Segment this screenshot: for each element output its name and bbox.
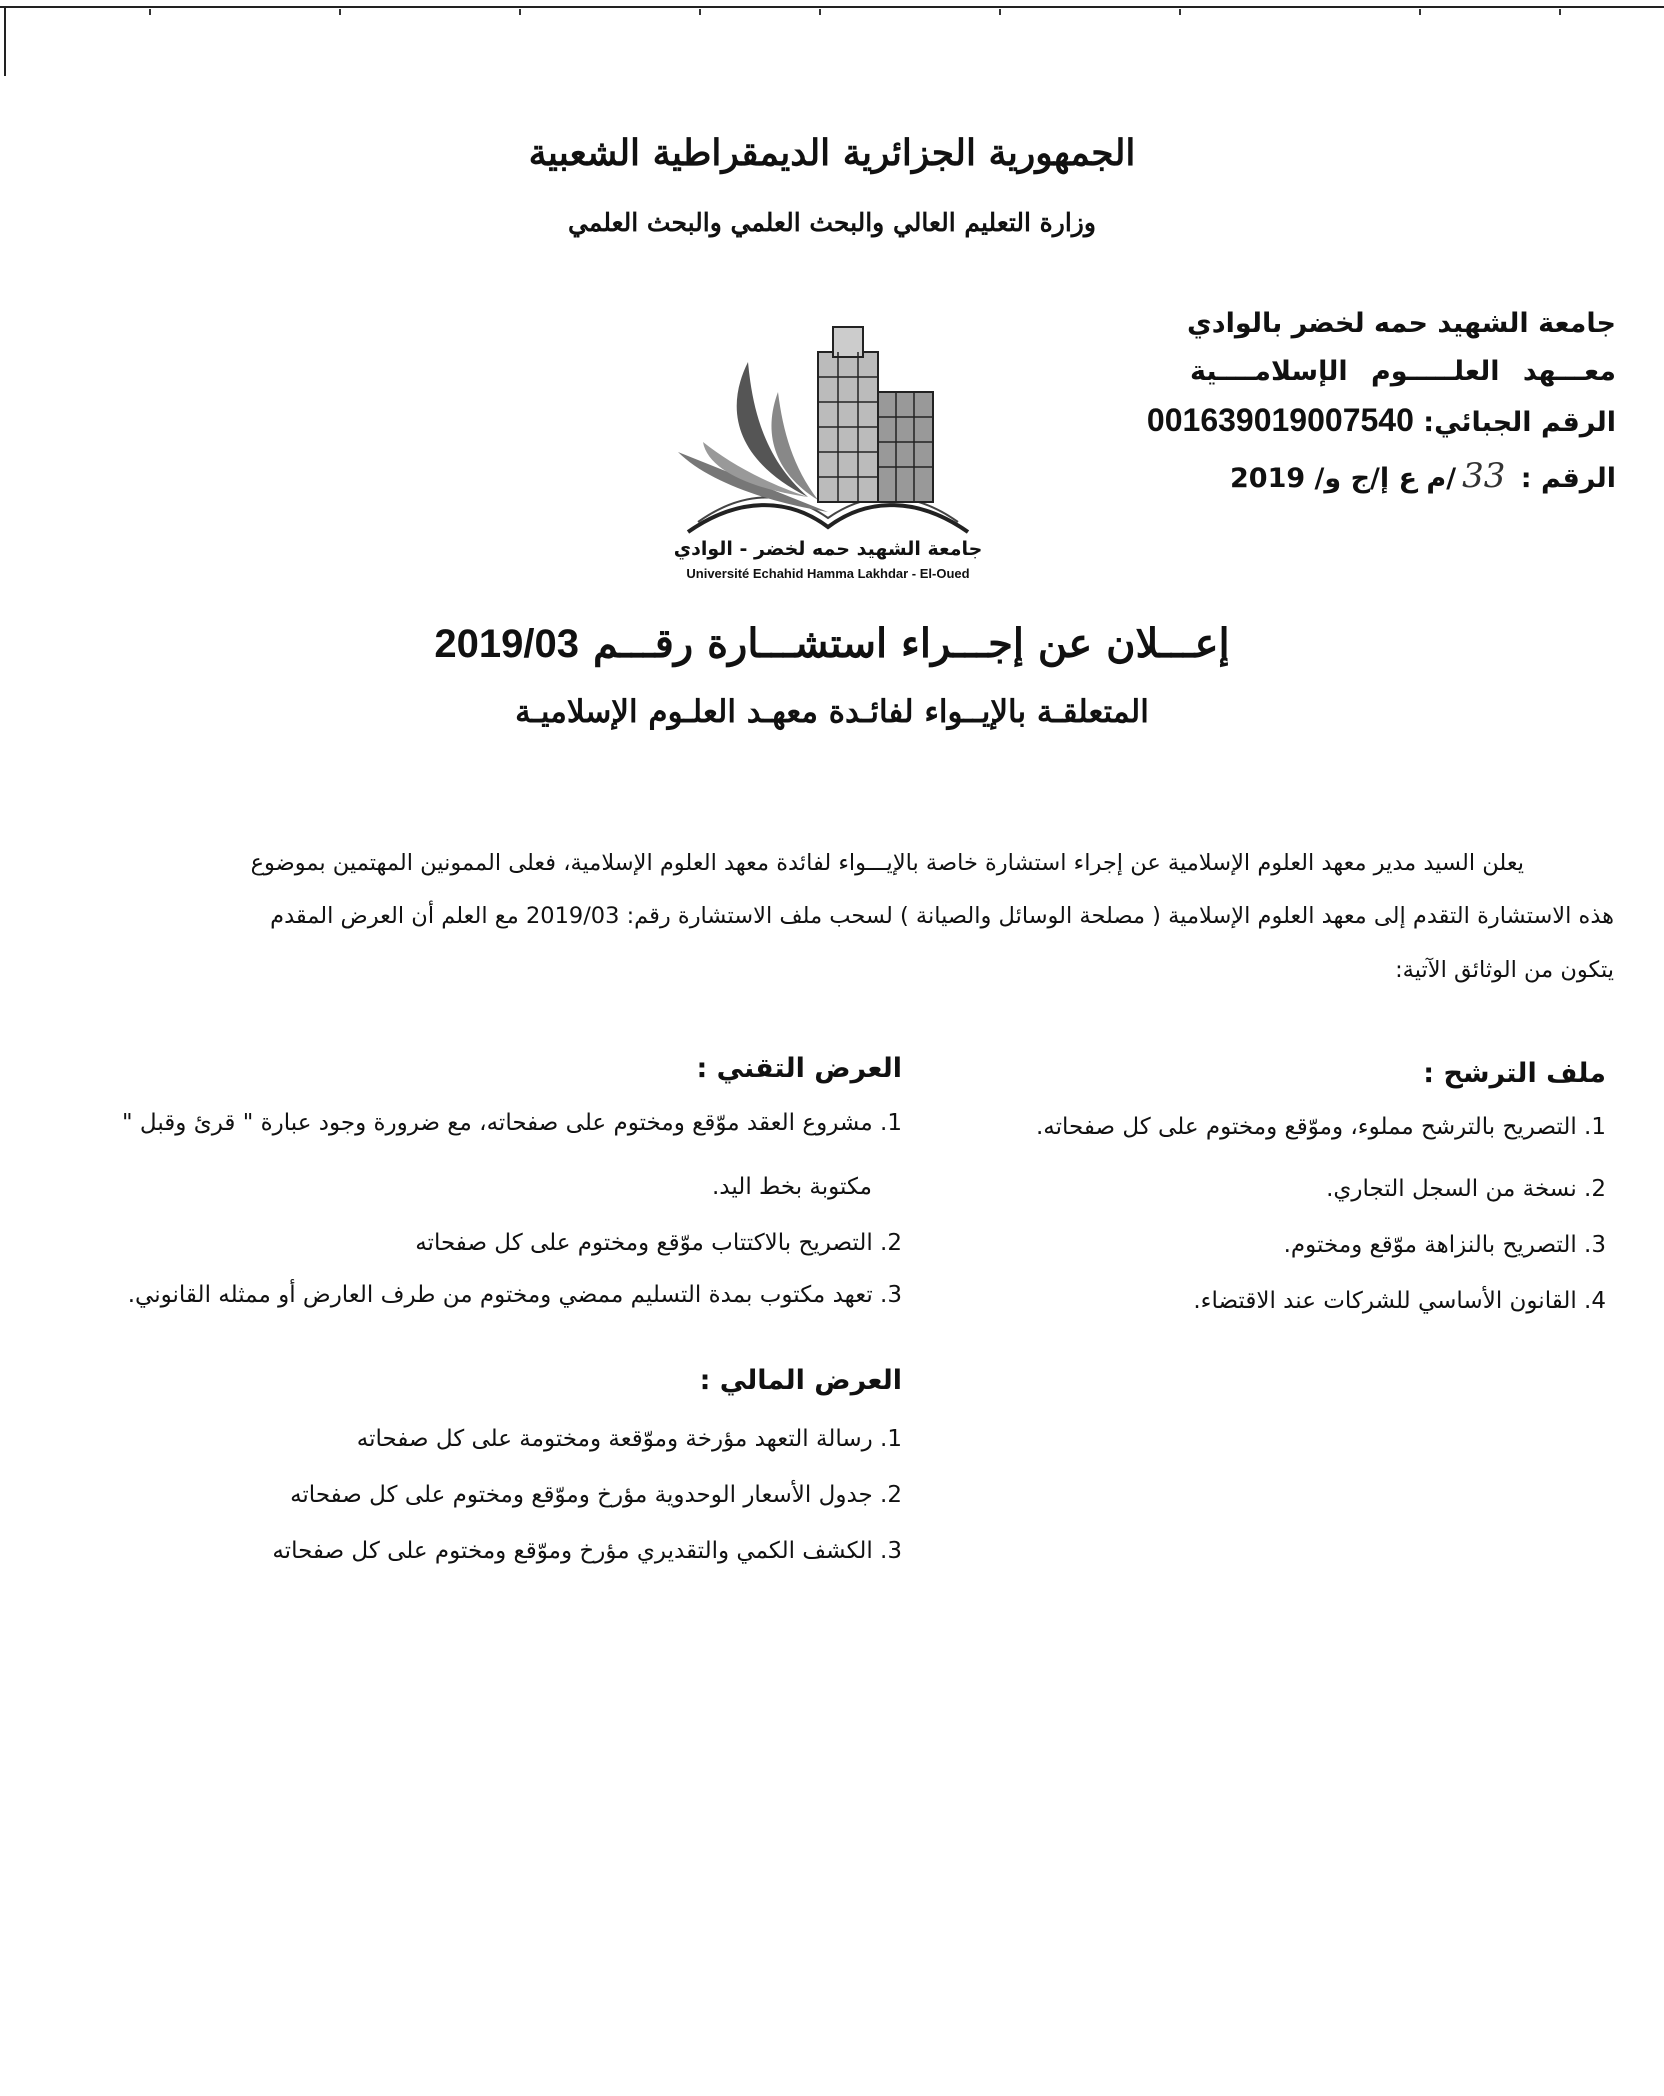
- institute-name: معـــهد العلـــــوم الإسلامــــية: [1190, 356, 1616, 387]
- reference-handwritten-number: 33: [1462, 456, 1506, 496]
- financial-offer-item: 1. رسالة التعهد مؤرخة وموّقعة ومختومة على كل صفحاته: [356, 1426, 902, 1452]
- ministry-header: وزارة التعليم العالي والبحث العلمي والبحث العلمي: [568, 208, 1096, 237]
- reference-code: /م ع إ/ج و/ 2019: [1230, 463, 1457, 494]
- logo-caption-arabic: جامعة الشهيد حمه لخضر - الوادي: [673, 538, 983, 560]
- financial-offer-heading: العرض المالي :: [699, 1365, 902, 1396]
- candidacy-list: [906, 1110, 1606, 1350]
- tax-number-line: [1056, 402, 1616, 439]
- tax-number-label: الرقم الجبائي:: [1423, 407, 1616, 438]
- technical-offer-item: 1. مشروع العقد موّقع ومختوم على صفحاته، مع ضرورة وجود عبارة " قرئ وقبل ": [122, 1110, 902, 1136]
- candidacy-item: 4. القانون الأساسي للشركات عند الاقتضاء.: [1193, 1288, 1606, 1314]
- university-name: جامعة الشهيد حمه لخضر بالوادي: [1187, 308, 1616, 339]
- logo-caption-french: Université Echahid Hamma Lakhdar - El-Oued: [686, 566, 970, 581]
- body-line-1: يعلن السيد مدير معهد العلوم الإسلامية عن إجراء استشارة خاصة بالإيـــواء لفائدة معهد العلوم الإسلامية، فعلى الممونين المهتمين بموضوع: [250, 850, 1524, 876]
- body-line-3: يتكون من الوثائق الآتية:: [1395, 957, 1614, 983]
- tax-number-value: 001639019007540: [1146, 402, 1414, 438]
- reference-line: [1056, 456, 1616, 496]
- scan-left-border: [4, 6, 6, 76]
- announcement-title-text: إعـــلان عن إجـــراء استشـــارة رقـــم: [592, 620, 1230, 667]
- technical-offer-item-continuation: مكتوبة بخط اليد.: [711, 1174, 872, 1200]
- reference-label: الرقم :: [1520, 463, 1616, 494]
- technical-offer-item: 3. تعهد مكتوب بمدة التسليم ممضي ومختوم من طرف العارض أو ممثله القانوني.: [127, 1282, 902, 1308]
- announcement-subtitle: المتعلقـة بالإيــواء لفائـدة معهـد العلـوم الإسلاميـة: [515, 694, 1149, 730]
- technical-offer-item: 2. التصريح بالاكتتاب موّقع ومختوم على كل صفحاته: [415, 1230, 902, 1256]
- financial-offer-item: 3. الكشف الكمي والتقديري مؤرخ وموّقع ومختوم على كل صفحاته: [272, 1538, 902, 1564]
- technical-offer-heading: العرض التقني :: [696, 1053, 902, 1084]
- technical-offer-list: [42, 1104, 902, 1324]
- announcement-title: [0, 620, 1664, 667]
- candidacy-heading: ملف الترشح :: [1423, 1058, 1606, 1089]
- financial-offer-item: 2. جدول الأسعار الوحدوية مؤرخ وموّقع ومختوم على كل صفحاته: [290, 1482, 902, 1508]
- financial-offer-list: [42, 1420, 902, 1610]
- announcement-number: 2019/03: [434, 622, 580, 666]
- body-line-2: هذه الاستشارة التقدم إلى معهد العلوم الإسلامية ( مصلحة الوسائل والصيانة ) لسحب ملف الاستشارة رقم: 2019/03 مع العلم أن العرض المقدم: [270, 903, 1614, 929]
- scan-top-border: [0, 6, 1664, 8]
- candidacy-item: 1. التصريح بالترشح مملوء، وموّقع ومختوم على كل صفحاته.: [1036, 1114, 1606, 1140]
- candidacy-item: 2. نسخة من السجل التجاري.: [1326, 1176, 1606, 1202]
- republic-header: الجمهورية الجزائرية الديمقراطية الشعبية: [528, 132, 1136, 174]
- candidacy-item: 3. التصريح بالنزاهة موّقع ومختوم.: [1283, 1232, 1606, 1258]
